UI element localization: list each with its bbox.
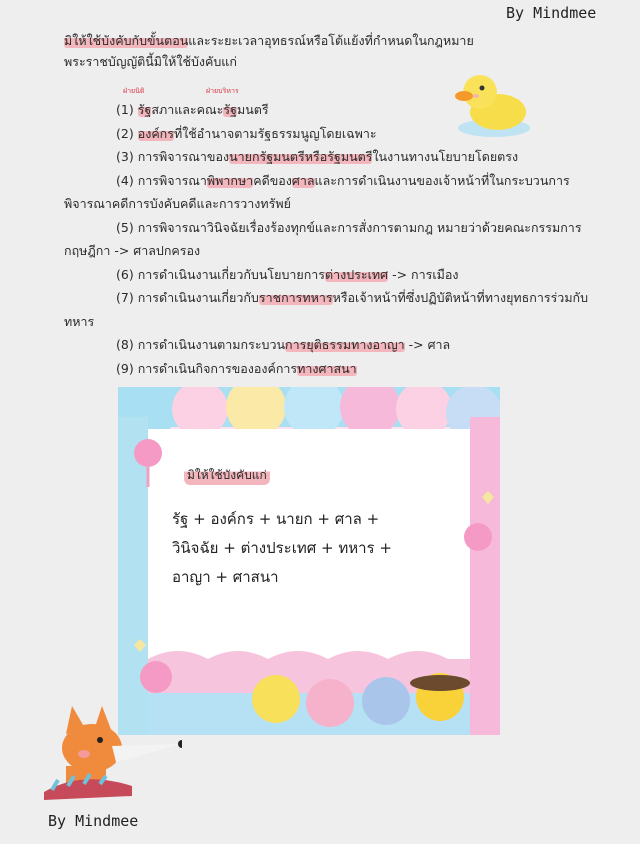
- list-item-text: หรือเจ้าหน้าที่ซึ่งปฏิบัติหน้าที่ทางยุทธการร่วมกับทหาร: [64, 290, 589, 329]
- list-item-text: การพิจารณา: [137, 172, 207, 188]
- highlighted-term: รัฐ: [223, 102, 237, 117]
- list-item: [64, 357, 604, 381]
- list-item-text: การดำเนินงานตามกระบวน: [137, 337, 286, 352]
- list-item-text: ที่ใช้อำนาจตามรัฐธรรมนูญโดยเฉพาะ: [173, 125, 377, 141]
- duck-sticker-icon: [454, 68, 534, 140]
- highlighted-term: การยุติธรรมทางอาญา: [285, 337, 405, 352]
- highlighted-term: ราชการทหาร: [258, 290, 333, 305]
- highlighted-term: ทางศาสนา: [297, 360, 357, 376]
- frame-line-2: วินิจฉัย + ต่างประเทศ + ทหาร +: [172, 539, 392, 557]
- intro-highlight: มิให้ใช้บังคับกับขั้นตอน: [64, 33, 189, 48]
- list-item-number: (1): [116, 102, 134, 117]
- list-item: [64, 263, 604, 287]
- list-item-text: การพิจารณาของ: [137, 149, 230, 164]
- list-item: [64, 216, 604, 263]
- highlighted-term: ต่างประเทศ: [325, 266, 389, 282]
- author-credit-top: By Mindmee: [506, 4, 597, 22]
- list-item-number: (9): [116, 360, 134, 376]
- frame-line-3: อาญา + ศาสนา: [172, 568, 279, 586]
- exemption-list: [64, 98, 604, 380]
- fox-sticker-icon: [42, 700, 182, 800]
- list-item-number: (7): [116, 290, 134, 305]
- list-item-number: (2): [116, 125, 134, 141]
- list-item: [64, 333, 604, 357]
- list-item-text: -> ศาล: [404, 337, 451, 352]
- list-item-text: คดีของ: [253, 172, 292, 188]
- intro-paragraph: [64, 30, 534, 72]
- list-item-text: การพิจารณาวินิจฉัยเรื่องร้องทุกข์และการสั่งการตามกฎ หมายว่าด้วยคณะกรรมการกฤษฎีกา -> ศาลปกครอง: [64, 219, 582, 258]
- list-item-number: (8): [116, 337, 134, 352]
- list-item-number: (6): [116, 266, 134, 282]
- highlighted-term: องค์กร: [137, 125, 174, 141]
- list-item-text: และการดำเนินงานของเจ้าหน้าที่ในกระบวนการพิจารณาคดีการบังคับคดีและการวางทรัพย์: [64, 172, 570, 211]
- list-item-text: การดำเนินงานเกี่ยวกับ: [137, 290, 259, 305]
- list-item-text: สภาและคณะ: [151, 102, 224, 117]
- list-item-number: (5): [116, 219, 134, 235]
- frame-line-1: รัฐ + องค์กร + นายก + ศาล +: [172, 510, 380, 528]
- list-item-number: (4): [116, 172, 134, 188]
- frame-summary: [172, 505, 392, 592]
- intro-line2: พระราชบัญญัตินี้มิให้ใช้บังคับแก่: [64, 54, 237, 69]
- highlighted-term: นายกรัฐมนตรีหรือรัฐมนตรี: [229, 149, 373, 164]
- list-item-text: มนตรี: [236, 102, 269, 117]
- list-item-text: การดำเนินงานเกี่ยวกับนโยบายการ: [137, 266, 326, 282]
- highlighted-term: ศาล: [291, 172, 315, 188]
- intro-line1-rest: และระยะเวลาอุทธรณ์หรือโต้แย้งที่กำหนดในกฎหมาย: [188, 33, 474, 48]
- list-item-number: (3): [116, 149, 134, 164]
- list-item-text: การดำเนินกิจการขององค์การ: [137, 360, 298, 376]
- list-item-text: ในงานทางนโยบายโดยตรง: [372, 149, 519, 164]
- list-item-text: -> การเมือง: [388, 266, 459, 282]
- list-item: [64, 286, 604, 333]
- frame-title: มิให้ใช้บังคับแก่: [184, 466, 270, 485]
- author-credit-bottom: By Mindmee: [48, 812, 139, 830]
- list-item: [64, 145, 604, 169]
- note-legislative: ฝ่ายนิติ: [123, 87, 145, 95]
- highlighted-term: รัฐ: [137, 102, 152, 117]
- note-executive: ฝ่ายบริหาร: [206, 87, 239, 95]
- highlighted-term: พิพากษา: [206, 172, 254, 188]
- list-item: [64, 169, 604, 216]
